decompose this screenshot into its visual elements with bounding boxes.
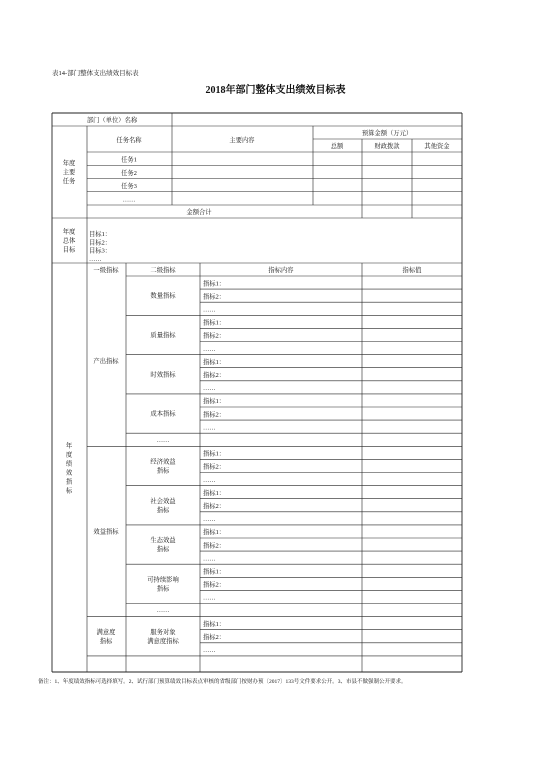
header-content: 指标内容 bbox=[268, 267, 294, 274]
indicator-item: …… bbox=[203, 647, 216, 655]
level2-indicator-name: …… bbox=[156, 436, 170, 444]
indicator-item: 指标2： bbox=[203, 503, 226, 510]
indicator-item: 指标2： bbox=[203, 542, 226, 550]
col-budget: 预算金额（万元） bbox=[361, 130, 413, 137]
level1-indicator-name: 产出指标 bbox=[93, 358, 119, 366]
level2-indicator-name: 社会效益 bbox=[150, 497, 176, 505]
indicator-item: …… bbox=[203, 516, 216, 524]
task-name: …… bbox=[122, 196, 136, 204]
footnote: 备注：1、年度绩效指标可选择填写。2、试行部门预算绩效目标表点审核的省级部门按财办预〔2017〕133号文件要求公开。3、市县不做强制公开要求。 bbox=[38, 679, 407, 685]
page-title: 2018年部门整体支出绩效目标表 bbox=[205, 85, 346, 96]
indicator-item: 指标1： bbox=[203, 358, 226, 366]
indicator-item: 指标2： bbox=[203, 411, 226, 419]
indicator-item: 指标2： bbox=[203, 581, 226, 589]
col-budget-fiscal: 财政拨款 bbox=[374, 143, 400, 150]
goals-section-label: 目标 bbox=[62, 246, 76, 254]
level1-indicator-name: 满意度 bbox=[96, 628, 116, 636]
col-budget-total: 总额 bbox=[330, 143, 344, 150]
level2-indicator-name: 指标 bbox=[156, 585, 170, 593]
tasks-section-label: 年度 bbox=[62, 160, 76, 167]
indicator-item: 指标2： bbox=[203, 463, 226, 471]
table-caption: 表14-部门整体支出绩效目标表 bbox=[52, 70, 139, 77]
col-budget-other: 其他资金 bbox=[424, 143, 450, 150]
indicator-item: …… bbox=[203, 555, 216, 563]
indicators-section-label: 度 bbox=[65, 451, 73, 459]
level2-indicator-name: 数量指标 bbox=[150, 292, 176, 300]
indicators-section-label: 标 bbox=[65, 487, 73, 495]
goal-item: 目标3： bbox=[89, 247, 112, 255]
goal-item: 目标2： bbox=[89, 239, 112, 247]
level2-indicator-name: 满意度指标 bbox=[147, 637, 179, 645]
level2-indicator-name: 生态效益 bbox=[150, 537, 176, 545]
goal-item: 目标1： bbox=[89, 231, 112, 238]
indicator-item: …… bbox=[203, 594, 216, 602]
goal-item: …… bbox=[89, 255, 102, 263]
indicator-item: 指标1： bbox=[203, 568, 226, 576]
level2-indicator-name: 经济效益 bbox=[150, 458, 176, 466]
indicator-item: 指标2： bbox=[203, 634, 226, 641]
indicator-item: 指标1： bbox=[203, 450, 226, 458]
indicator-item: …… bbox=[203, 385, 216, 393]
task-name: 任务3 bbox=[121, 183, 137, 190]
header-value: 指标值 bbox=[402, 267, 422, 274]
level2-indicator-name: 指标 bbox=[156, 467, 170, 475]
indicator-item: 指标2： bbox=[203, 372, 226, 379]
level1-indicator-name: 效益指标 bbox=[93, 528, 119, 536]
indicator-item: 指标2： bbox=[203, 293, 226, 301]
indicator-item: …… bbox=[203, 476, 216, 484]
level2-indicator-name: 质量指标 bbox=[150, 331, 176, 339]
total-amount-label: 金额合计 bbox=[186, 209, 212, 216]
level2-indicator-name: 时效指标 bbox=[150, 371, 176, 379]
indicator-item: …… bbox=[203, 306, 216, 314]
indicator-item: 指标1： bbox=[203, 398, 226, 406]
goals-section-label: 年度 bbox=[62, 228, 76, 236]
level2-indicator-name: …… bbox=[156, 607, 170, 615]
goals-section-label: 总体 bbox=[62, 237, 76, 245]
indicators-section-label: 效 bbox=[65, 469, 73, 477]
header-level2: 二级指标 bbox=[150, 267, 176, 274]
tasks-section-label: 主要 bbox=[62, 169, 76, 176]
tasks-section-label: 任务 bbox=[62, 178, 76, 185]
col-main-content: 主要内容 bbox=[229, 137, 255, 144]
header-level1: 一级指标 bbox=[93, 267, 119, 274]
indicator-item: 指标2： bbox=[203, 332, 226, 340]
level2-indicator-name: 指标 bbox=[156, 546, 170, 554]
level2-indicator-name: 指标 bbox=[156, 506, 170, 514]
indicator-item: …… bbox=[203, 345, 216, 353]
indicator-item: 指标1： bbox=[203, 319, 226, 327]
task-name: 任务1 bbox=[121, 156, 137, 164]
indicator-item: 指标1： bbox=[203, 620, 226, 628]
indicator-item: 指标1： bbox=[203, 280, 226, 288]
indicator-item: 指标1： bbox=[203, 489, 226, 497]
level1-indicator-name: 指标 bbox=[99, 637, 113, 645]
indicator-item: …… bbox=[203, 424, 216, 432]
indicator-item: 指标1： bbox=[203, 529, 226, 537]
dept-name-label: 部门（单位）名称 bbox=[86, 117, 138, 124]
level2-indicator-name: 可持续影响 bbox=[147, 576, 179, 584]
task-name: 任务2 bbox=[121, 169, 137, 177]
indicators-section-label: 绩 bbox=[65, 460, 73, 468]
level2-indicator-name: 成本指标 bbox=[150, 410, 176, 418]
indicators-section-label: 年 bbox=[65, 442, 73, 450]
col-task-name: 任务名称 bbox=[116, 137, 142, 144]
level2-indicator-name: 服务对象 bbox=[150, 628, 176, 636]
indicators-section-label: 指 bbox=[65, 478, 73, 486]
